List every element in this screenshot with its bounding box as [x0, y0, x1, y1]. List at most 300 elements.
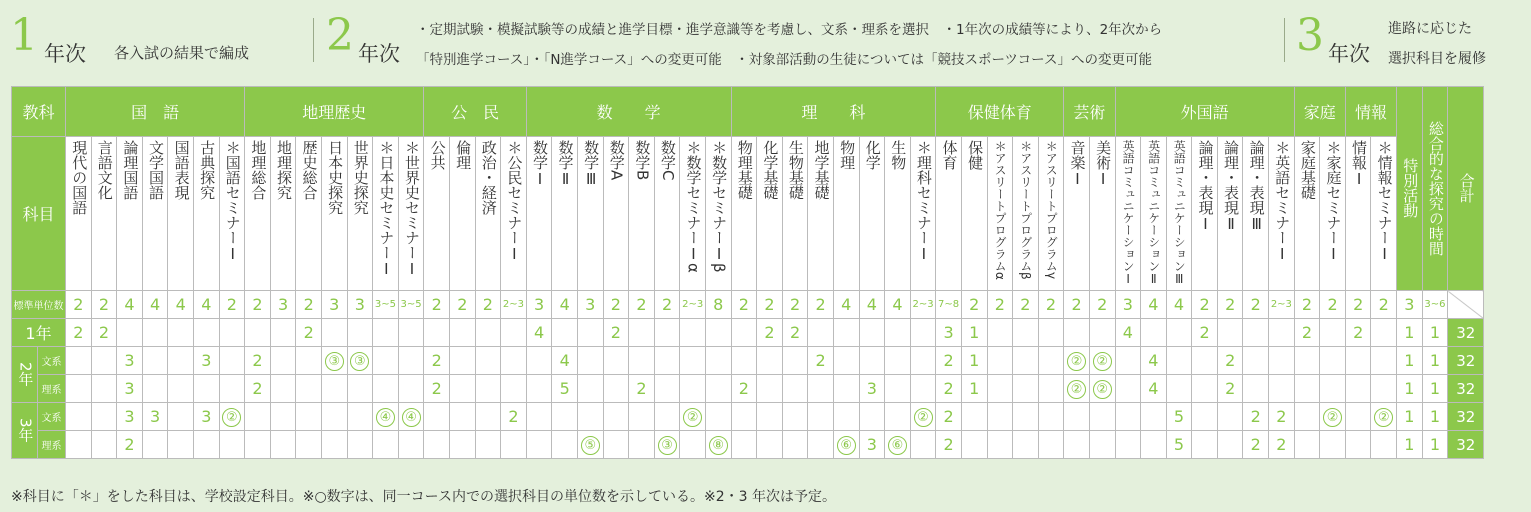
- value-cell: [1064, 375, 1090, 403]
- selection-circle: ⑥: [888, 436, 907, 455]
- value-cell: [808, 375, 834, 403]
- subject-cell: [1269, 137, 1295, 291]
- value-cell: 2: [1320, 291, 1346, 319]
- value-cell: 2: [501, 403, 527, 431]
- subject-cell: [603, 137, 629, 291]
- value-cell: [193, 375, 219, 403]
- value-cell: [1089, 403, 1115, 431]
- value-cell: [1320, 431, 1346, 459]
- subject-name: 世界史探究: [351, 140, 370, 215]
- subject-cell: [1345, 137, 1371, 291]
- value-cell: 3: [347, 291, 373, 319]
- value-cell: [475, 319, 501, 347]
- value-cell: 2: [219, 291, 245, 319]
- selection-circle: ④: [402, 408, 421, 427]
- value-cell: [1371, 347, 1397, 375]
- diagonal-cell: [1448, 291, 1484, 319]
- subject-name: 地学基礎: [812, 140, 831, 200]
- value-cell: [654, 319, 680, 347]
- value-cell: [910, 403, 936, 431]
- value-cell: 2: [629, 375, 655, 403]
- subject-cell: [859, 137, 885, 291]
- value-cell: [1141, 431, 1167, 459]
- rikei-label: 理系: [38, 431, 66, 459]
- value-cell: [603, 431, 629, 459]
- kyoka-group: [1397, 87, 1423, 291]
- value-cell: 4: [1141, 375, 1167, 403]
- value-cell: [577, 347, 603, 375]
- value-cell: [1192, 403, 1218, 431]
- tani-label: 標準単位数: [12, 291, 66, 319]
- selection-circle: ③: [325, 352, 344, 371]
- value-cell: [1038, 431, 1064, 459]
- value-cell: [782, 347, 808, 375]
- value-cell: [731, 403, 757, 431]
- value-cell: [577, 431, 603, 459]
- subject-cell: [424, 137, 450, 291]
- value-cell: 1: [1397, 431, 1423, 459]
- value-cell: [961, 403, 987, 431]
- subject-name: 数学Ⅰ: [530, 140, 549, 188]
- subject-cell: [270, 137, 296, 291]
- value-cell: [885, 319, 911, 347]
- value-cell: [603, 347, 629, 375]
- value-cell: 2: [961, 291, 987, 319]
- value-cell: [833, 347, 859, 375]
- year-row: [12, 375, 1484, 403]
- year1-label: 1年: [12, 319, 66, 347]
- value-cell: [1013, 375, 1039, 403]
- value-cell: [219, 431, 245, 459]
- value-cell: [757, 347, 783, 375]
- value-cell: 1: [1397, 319, 1423, 347]
- value-cell: 7~8: [936, 291, 962, 319]
- total-cell: 32: [1448, 403, 1484, 431]
- value-cell: 2: [1013, 291, 1039, 319]
- value-cell: [757, 431, 783, 459]
- year3-label: 年次: [1328, 42, 1370, 66]
- value-cell: 3~5: [373, 291, 399, 319]
- value-cell: [1141, 319, 1167, 347]
- subject-name: 数学Ⅱ: [556, 140, 575, 188]
- value-cell: [1371, 319, 1397, 347]
- divider: [1284, 18, 1285, 62]
- value-cell: [168, 375, 194, 403]
- value-cell: [1038, 375, 1064, 403]
- value-cell: [142, 319, 168, 347]
- subject-cell: [66, 137, 92, 291]
- value-cell: [859, 347, 885, 375]
- kyoka-group-text: 総合的な探究の時間: [1426, 120, 1445, 256]
- subject-name: 体育: [940, 140, 959, 170]
- subject-cell: [501, 137, 527, 291]
- subject-cell: [347, 137, 373, 291]
- value-cell: [1269, 347, 1295, 375]
- value-cell: 2: [424, 375, 450, 403]
- value-cell: 2: [1089, 291, 1115, 319]
- value-cell: [680, 319, 706, 347]
- value-cell: [577, 403, 603, 431]
- value-cell: [1089, 319, 1115, 347]
- value-cell: [1115, 347, 1141, 375]
- kyoka-group: 地理歴史: [245, 87, 424, 137]
- subject-name: 生物: [889, 140, 908, 170]
- subject-cell: [373, 137, 399, 291]
- subject-cell: [936, 137, 962, 291]
- value-cell: 1: [1422, 319, 1448, 347]
- subject-name: 化学基礎: [761, 140, 780, 200]
- value-cell: 4: [859, 291, 885, 319]
- subject-cell: [91, 137, 117, 291]
- subject-name: 生物基礎: [786, 140, 805, 200]
- value-cell: 2: [603, 319, 629, 347]
- value-cell: 3: [117, 375, 143, 403]
- value-cell: [654, 403, 680, 431]
- value-cell: [833, 403, 859, 431]
- value-cell: [321, 403, 347, 431]
- value-cell: [270, 431, 296, 459]
- kyoka-group: 保健体育: [936, 87, 1064, 137]
- subject-name: ＊英語セミナーⅠ: [1273, 140, 1292, 263]
- value-cell: [373, 403, 399, 431]
- value-cell: [168, 347, 194, 375]
- value-cell: [1371, 403, 1397, 431]
- value-cell: [475, 375, 501, 403]
- value-cell: [296, 375, 322, 403]
- value-cell: [577, 375, 603, 403]
- subject-name: 論理・表現Ⅲ: [1247, 140, 1266, 233]
- bunkei-label: 文系: [38, 403, 66, 431]
- subject-cell: [833, 137, 859, 291]
- value-cell: 1: [961, 319, 987, 347]
- subject-name: ＊アスリートプログラムγ: [1044, 140, 1059, 280]
- value-cell: [987, 319, 1013, 347]
- value-cell: [66, 347, 92, 375]
- value-cell: [552, 319, 578, 347]
- value-cell: [961, 431, 987, 459]
- subject-name: ＊家庭セミナーⅠ: [1324, 140, 1343, 263]
- value-cell: [680, 375, 706, 403]
- value-cell: 2: [1371, 291, 1397, 319]
- subject-cell: [1013, 137, 1039, 291]
- rikei-label: 理系: [38, 375, 66, 403]
- value-cell: [552, 403, 578, 431]
- value-cell: 8: [705, 291, 731, 319]
- value-cell: [680, 431, 706, 459]
- value-cell: 3: [526, 291, 552, 319]
- value-cell: [1166, 347, 1192, 375]
- value-cell: 2~3: [910, 291, 936, 319]
- subject-cell: [1141, 137, 1167, 291]
- total-cell: 32: [1448, 347, 1484, 375]
- value-cell: 2: [424, 291, 450, 319]
- tani-row: [12, 291, 1484, 319]
- value-cell: 2: [475, 291, 501, 319]
- value-cell: [757, 375, 783, 403]
- value-cell: [680, 403, 706, 431]
- value-cell: [168, 403, 194, 431]
- subject-name: ＊数学セミナーⅠα: [684, 140, 703, 273]
- curriculum-table: [11, 86, 1484, 459]
- value-cell: [1269, 375, 1295, 403]
- value-cell: [245, 319, 271, 347]
- value-cell: [219, 375, 245, 403]
- subject-name: 論理国語: [121, 140, 140, 200]
- value-cell: [347, 431, 373, 459]
- value-cell: 2: [936, 347, 962, 375]
- value-cell: 4: [142, 291, 168, 319]
- year-row: [12, 319, 1484, 347]
- value-cell: [1294, 347, 1320, 375]
- value-cell: [910, 375, 936, 403]
- footnote: ※科目に「＊」をした科目は、学校設定科目。※○数字は、同一コース内での選択科目の単位数を示している。※2・3 年次は予定。: [11, 489, 836, 505]
- selection-circle: ②: [1093, 352, 1112, 371]
- subject-name: 政治・経済: [479, 140, 498, 215]
- subject-cell: [296, 137, 322, 291]
- value-cell: 2: [1217, 291, 1243, 319]
- value-cell: 2: [66, 291, 92, 319]
- value-cell: [245, 403, 271, 431]
- subject-cell: [629, 137, 655, 291]
- year3-line1: 進路に応じた: [1388, 21, 1472, 37]
- value-cell: [449, 431, 475, 459]
- subject-name: 言語文化: [95, 140, 114, 200]
- value-cell: 2: [1294, 291, 1320, 319]
- value-cell: 2: [1192, 291, 1218, 319]
- value-cell: [526, 431, 552, 459]
- value-cell: 2: [936, 431, 962, 459]
- value-cell: 4: [1141, 347, 1167, 375]
- subject-cell: [705, 137, 731, 291]
- subject-name: ＊数学セミナーⅠβ: [710, 140, 729, 273]
- value-cell: 1: [1397, 375, 1423, 403]
- value-cell: [603, 375, 629, 403]
- value-cell: [270, 319, 296, 347]
- subject-name: ＊国語セミナーⅠ: [223, 140, 242, 263]
- value-cell: 3: [117, 403, 143, 431]
- total-label: [1448, 87, 1484, 291]
- year2-line2: 「特別進学コース」・「N進学コース」への変更可能 ・対象部活動の生徒については「競技スポーツコース」への変更可能: [416, 52, 1152, 68]
- selection-circle: ②: [1323, 408, 1342, 427]
- value-cell: 2~3: [1269, 291, 1295, 319]
- value-cell: [142, 375, 168, 403]
- value-cell: [833, 319, 859, 347]
- value-cell: [347, 375, 373, 403]
- value-cell: 3: [193, 347, 219, 375]
- value-cell: [731, 347, 757, 375]
- value-cell: 3: [577, 291, 603, 319]
- value-cell: [629, 347, 655, 375]
- value-cell: 3: [1397, 291, 1423, 319]
- year2-line1: ・定期試験・模擬試験等の成績と進学目標・進学意識等を考慮し、文系・理系を選択 ・1年次の成績等により、2年次から: [416, 22, 1163, 38]
- value-cell: [219, 319, 245, 347]
- selection-circle: ②: [683, 408, 702, 427]
- value-cell: 2: [1217, 375, 1243, 403]
- value-cell: [987, 431, 1013, 459]
- value-cell: [757, 403, 783, 431]
- year2-number: 2: [326, 10, 354, 61]
- value-cell: 2: [629, 291, 655, 319]
- value-cell: [91, 347, 117, 375]
- value-cell: [1320, 319, 1346, 347]
- value-cell: 1: [1422, 347, 1448, 375]
- value-cell: [1038, 403, 1064, 431]
- value-cell: 2: [1192, 319, 1218, 347]
- subject-cell: [577, 137, 603, 291]
- subject-cell: [782, 137, 808, 291]
- value-cell: [885, 403, 911, 431]
- value-cell: [91, 375, 117, 403]
- value-cell: [1013, 319, 1039, 347]
- value-cell: [321, 431, 347, 459]
- kyoka-group: 数 学: [526, 87, 731, 137]
- kyoka-group: [1422, 87, 1448, 291]
- value-cell: 2: [449, 291, 475, 319]
- value-cell: [1294, 431, 1320, 459]
- value-cell: [398, 347, 424, 375]
- subject-name: ＊世界史セミナーⅠ: [402, 140, 421, 278]
- value-cell: [398, 319, 424, 347]
- value-cell: 1: [961, 347, 987, 375]
- value-cell: [859, 403, 885, 431]
- value-cell: 1: [1422, 431, 1448, 459]
- value-cell: [1345, 347, 1371, 375]
- subject-cell: [1115, 137, 1141, 291]
- value-cell: [1013, 403, 1039, 431]
- value-cell: [910, 319, 936, 347]
- value-cell: [782, 403, 808, 431]
- subject-name: 地理探究: [274, 140, 293, 200]
- divider: [313, 18, 314, 62]
- value-cell: 3: [1115, 291, 1141, 319]
- kyoka-group: 外国語: [1115, 87, 1294, 137]
- selection-circle: ②: [914, 408, 933, 427]
- subject-name: 英語コミュニケーションⅠ: [1121, 140, 1136, 286]
- value-cell: 2: [1217, 347, 1243, 375]
- subject-name: ＊アスリートプログラムβ: [1018, 140, 1033, 280]
- value-cell: 4: [1141, 291, 1167, 319]
- value-cell: [731, 319, 757, 347]
- subject-cell: [475, 137, 501, 291]
- value-cell: [629, 319, 655, 347]
- subject-cell: [1064, 137, 1090, 291]
- subject-name: 英語コミュニケーションⅢ: [1172, 140, 1187, 286]
- subject-name: 数学Ⅲ: [582, 140, 601, 188]
- year-row: [12, 347, 1484, 375]
- value-cell: [782, 431, 808, 459]
- subject-cell: [731, 137, 757, 291]
- value-cell: [1013, 431, 1039, 459]
- value-cell: [731, 431, 757, 459]
- subject-cell: [1294, 137, 1320, 291]
- value-cell: [296, 403, 322, 431]
- selection-circle: ②: [1374, 408, 1393, 427]
- value-cell: 4: [885, 291, 911, 319]
- value-cell: 4: [1115, 319, 1141, 347]
- value-cell: [1166, 319, 1192, 347]
- value-cell: [117, 319, 143, 347]
- subject-name: 美術Ⅰ: [1094, 140, 1113, 188]
- value-cell: [347, 403, 373, 431]
- subject-name: 倫理: [454, 140, 473, 170]
- value-cell: [782, 375, 808, 403]
- value-cell: [1064, 347, 1090, 375]
- subject-name: 数学B: [633, 140, 652, 181]
- value-cell: 2: [782, 319, 808, 347]
- value-cell: 2: [1269, 403, 1295, 431]
- value-cell: 2: [936, 375, 962, 403]
- value-cell: [1371, 431, 1397, 459]
- value-cell: [705, 403, 731, 431]
- subject-cell: [757, 137, 783, 291]
- selection-circle: ②: [1067, 380, 1086, 399]
- value-cell: [1320, 375, 1346, 403]
- value-cell: [373, 375, 399, 403]
- value-cell: [373, 431, 399, 459]
- value-cell: 2: [1038, 291, 1064, 319]
- value-cell: [705, 319, 731, 347]
- value-cell: [1217, 403, 1243, 431]
- value-cell: 3: [117, 347, 143, 375]
- value-cell: [705, 375, 731, 403]
- value-cell: [705, 347, 731, 375]
- subject-name: 古典探究: [198, 140, 217, 200]
- value-cell: 1: [1422, 403, 1448, 431]
- selection-circle: ②: [1093, 380, 1112, 399]
- value-cell: [424, 403, 450, 431]
- value-cell: 2: [782, 291, 808, 319]
- value-cell: [654, 375, 680, 403]
- value-cell: [526, 375, 552, 403]
- value-cell: 2: [245, 347, 271, 375]
- selection-circle: ⑥: [837, 436, 856, 455]
- value-cell: [705, 431, 731, 459]
- value-cell: 2: [1243, 403, 1269, 431]
- subject-name: 国語表現: [172, 140, 191, 200]
- value-cell: [1115, 375, 1141, 403]
- value-cell: [270, 403, 296, 431]
- value-cell: [373, 319, 399, 347]
- value-cell: [1371, 375, 1397, 403]
- value-cell: [321, 319, 347, 347]
- value-cell: 2: [808, 291, 834, 319]
- kyoka-row: [12, 87, 1484, 137]
- value-cell: [1192, 347, 1218, 375]
- value-cell: 5: [552, 375, 578, 403]
- value-cell: 2: [296, 319, 322, 347]
- subject-cell: [987, 137, 1013, 291]
- value-cell: 2: [117, 431, 143, 459]
- value-cell: 3~6: [1422, 291, 1448, 319]
- kyoka-group: 国 語: [66, 87, 245, 137]
- subject-cell: [398, 137, 424, 291]
- value-cell: [501, 347, 527, 375]
- value-cell: [1089, 431, 1115, 459]
- value-cell: 3: [859, 431, 885, 459]
- year1-desc: 各入試の結果で編成: [114, 44, 250, 62]
- selection-circle: ⑤: [581, 436, 600, 455]
- kyoka-group: 情報: [1345, 87, 1396, 137]
- year3-label: [12, 403, 38, 459]
- subject-cell: [117, 137, 143, 291]
- subject-name: ＊アスリートプログラムα: [993, 140, 1008, 280]
- kyoka-label: 教科: [12, 87, 66, 137]
- bunkei-label: 文系: [38, 347, 66, 375]
- value-cell: [424, 319, 450, 347]
- subject-name: 歴史総合: [300, 140, 319, 200]
- value-cell: [1345, 431, 1371, 459]
- value-cell: [501, 375, 527, 403]
